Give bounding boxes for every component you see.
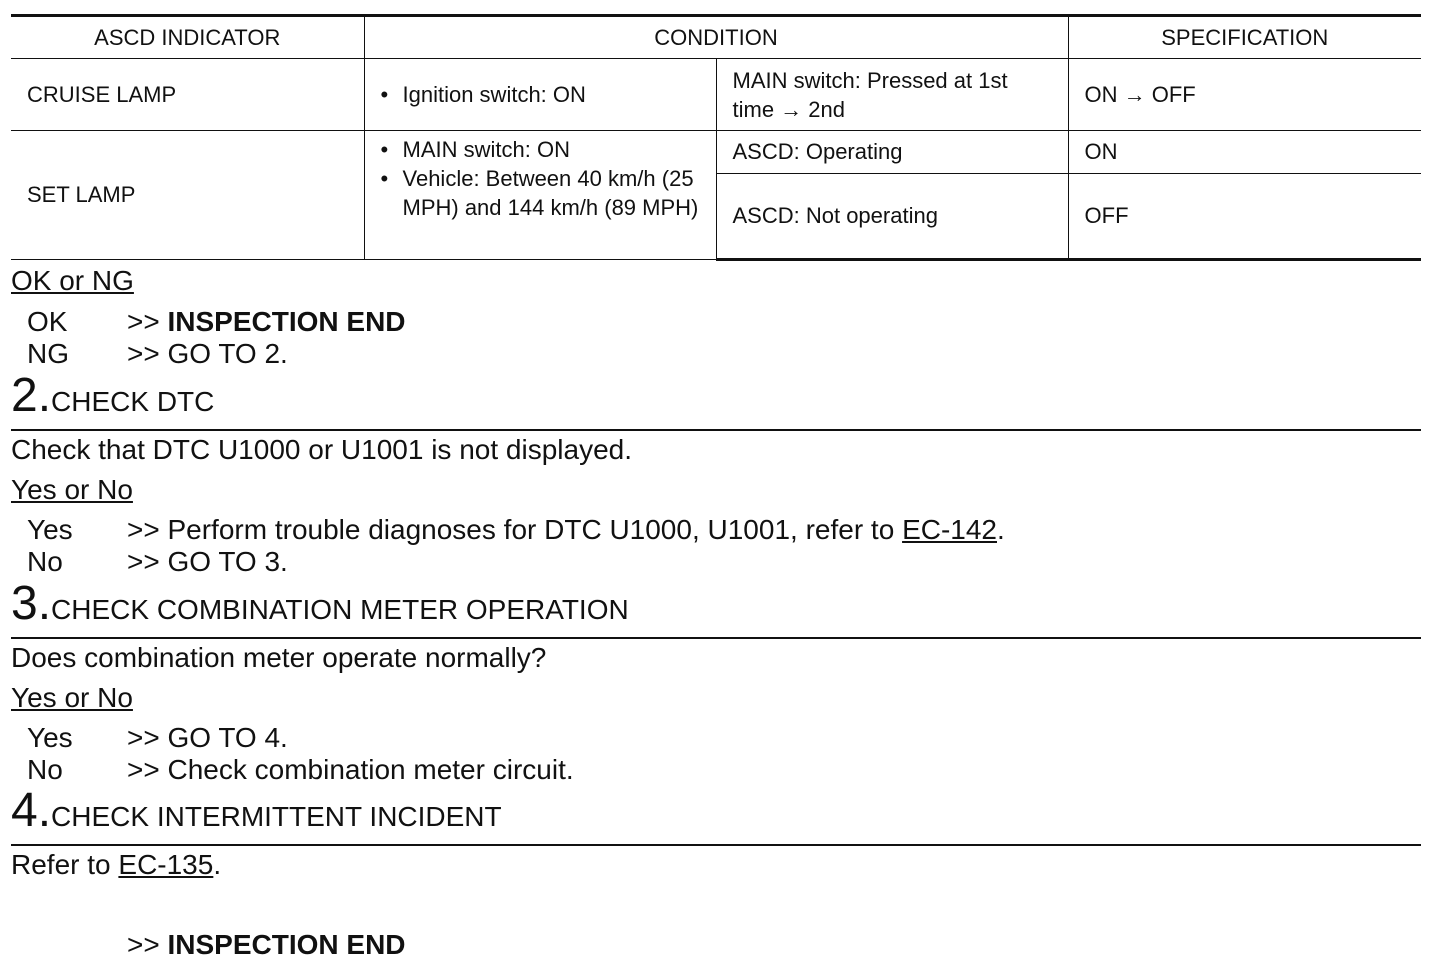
cruise-lamp-label: CRUISE LAMP (11, 59, 364, 131)
set-lamp-subcondition-not-operating: ASCD: Not operating (716, 174, 1068, 260)
result-action: >> Check combination meter circuit. (127, 754, 574, 785)
final-result (127, 929, 406, 961)
result-key: No (27, 754, 63, 785)
header-specification: SPECIFICATION (1068, 16, 1421, 59)
result-action: >> Perform trouble diagnoses for DTC U1000, U1001, refer to (127, 514, 903, 545)
step-number: 4. (11, 784, 52, 837)
result-yes (27, 514, 1005, 546)
result-no (27, 546, 288, 578)
result-prefix: >> (127, 306, 168, 337)
ec-142-link[interactable]: EC-142 (902, 514, 997, 545)
result-no (27, 754, 574, 786)
step-4-body (11, 849, 221, 881)
result-yes (27, 722, 288, 754)
set-lamp-spec-on: ON (1068, 131, 1421, 174)
result-suffix: . (997, 514, 1005, 545)
condition-bullet: • MAIN switch: ON (381, 135, 700, 164)
step-number: 2. (11, 369, 52, 422)
result-action: INSPECTION END (167, 929, 406, 960)
result-key: No (27, 546, 63, 577)
step-2-heading (11, 369, 1421, 431)
result-key: Yes (27, 514, 73, 545)
cruise-lamp-subcondition: MAIN switch: Pressed at 1st time → 2nd (716, 59, 1068, 131)
result-ok (27, 306, 406, 338)
condition-bullet: • Vehicle: Between 40 km/h (25 MPH) and 144 km/h (89 MPH) (381, 164, 700, 222)
header-condition: CONDITION (364, 16, 1068, 59)
cruise-lamp-spec: ON → OFF (1068, 59, 1421, 131)
result-prefix: >> (127, 338, 168, 369)
result-action: >> GO TO 3. (127, 546, 288, 577)
set-lamp-spec-off: OFF (1068, 174, 1421, 260)
result-action: INSPECTION END (167, 306, 406, 337)
step-2-body: Check that DTC U1000 or U1001 is not displayed. (11, 434, 632, 465)
step-number: 3. (11, 577, 52, 630)
result-key: NG (27, 338, 69, 369)
step-3-body: Does combination meter operate normally? (11, 642, 547, 673)
result-ng (27, 338, 288, 370)
result-prefix: >> (127, 929, 168, 960)
result-key: Yes (27, 722, 73, 753)
cruise-lamp-condition (364, 59, 716, 131)
body-prefix: Refer to (11, 849, 119, 880)
set-lamp-condition (364, 131, 716, 260)
step-3-heading (11, 577, 1421, 639)
body-suffix: . (213, 849, 222, 880)
step-title: CHECK DTC (51, 386, 215, 417)
ec-135-link[interactable]: EC-135 (118, 849, 214, 880)
step-title: CHECK INTERMITTENT INCIDENT (51, 801, 502, 832)
header-ascd-indicator: ASCD INDICATOR (11, 16, 364, 59)
step-title: CHECK COMBINATION METER OPERATION (51, 594, 629, 625)
result-key: OK (27, 306, 68, 337)
ok-or-ng-heading: OK or NG (11, 265, 134, 296)
ascd-indicator-table (11, 14, 1421, 261)
yes-or-no-heading: Yes or No (11, 474, 133, 505)
set-lamp-subcondition-operating: ASCD: Operating (716, 131, 1068, 174)
yes-or-no-heading: Yes or No (11, 682, 133, 713)
step-4-heading (11, 784, 1421, 846)
condition-bullet: • Ignition switch: ON (381, 80, 700, 109)
set-lamp-label: SET LAMP (11, 131, 364, 260)
result-action: >> GO TO 4. (127, 722, 288, 753)
result-action: GO TO 2. (167, 338, 288, 369)
